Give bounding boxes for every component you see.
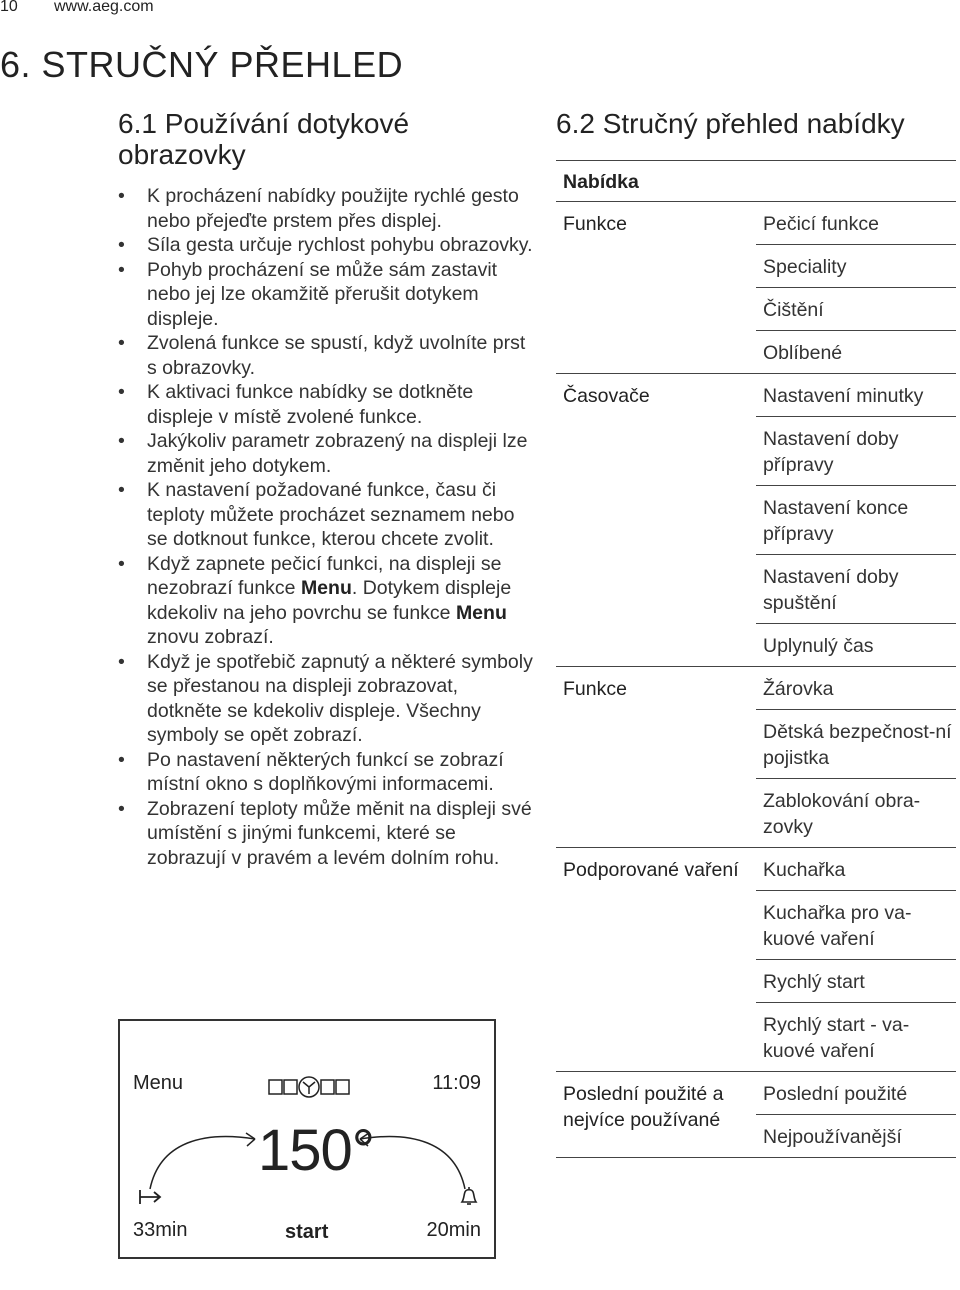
menu-overview-table [556, 160, 956, 1158]
bullet-item: • Síla gesta určuje rychlost pohybu obrazovky. [118, 233, 538, 258]
display-cooking-time[interactable]: 33min [133, 1219, 188, 1241]
section-title-touchscreen: 6.1 Používání dotykové obrazovky [118, 108, 410, 170]
menu-item: Speciality [756, 245, 956, 288]
menu-item: Zablokování obra-zovky [763, 790, 921, 838]
menu-item: Nastavení doby přípravy [756, 417, 956, 486]
bell-icon [458, 1185, 480, 1207]
menu-item: Čištění [756, 288, 956, 331]
menu-item: Rychlý start - va-kuové vaření [763, 1014, 910, 1062]
menu-item: Poslední použité [756, 1072, 956, 1115]
row-label: Funkce [563, 678, 627, 700]
row-items [756, 667, 956, 847]
display-temperature[interactable]: 150° [258, 1118, 374, 1183]
table-row [556, 202, 956, 374]
bullet-text: . Dotykem displeje kdekoliv na jeho povrchu se funkce [147, 577, 512, 624]
function-icons-strip [268, 1076, 350, 1098]
menu-item: Nastavení minutky [756, 374, 956, 417]
bullet-text: Když zapnete pečicí funkci, na displeji se nezobrazí funkce [147, 552, 502, 599]
menu-item: Žárovka [756, 667, 956, 710]
row-items [756, 1072, 956, 1157]
display-time: 11:09 [432, 1072, 481, 1094]
bullet-text: znovu zobrazí. [147, 626, 274, 648]
menu-item: Rychlý start [756, 960, 956, 1003]
bullet-item: • Zobrazení teploty může měnit na displeji své umístění s jinými funkcemi, které se zobrazují v pravém a levém dolním rohu. [118, 797, 538, 871]
table-row [556, 374, 956, 667]
oven-display-illustration [118, 1019, 496, 1259]
row-items [756, 374, 956, 666]
menu-keyword: Menu [455, 601, 507, 624]
menu-item: Nastavení konce přípravy [756, 486, 956, 555]
row-label: Časovače [563, 385, 650, 407]
menu-item: Oblíbené [763, 342, 843, 364]
bullet-item [118, 552, 538, 650]
row-items [756, 202, 956, 373]
menu-item: Nejpoužívanější [763, 1126, 902, 1148]
bullet-item: • K aktivaci funkce nabídky se dotkněte displeje v místě zvolené funkce. [118, 380, 538, 429]
table-row [556, 667, 956, 848]
row-label: Funkce [563, 213, 627, 235]
menu-keyword: Menu [300, 577, 352, 599]
bullet-item: • K procházení nabídky použijte rychlé gesto nebo přejeďte prstem přes displej. [118, 184, 538, 233]
menu-item: Dětská bezpečnost-ní pojistka [756, 710, 956, 779]
bullet-item: • Zvolená funkce se spustí, když uvolníte prst s obrazovky. [118, 331, 538, 380]
display-menu-label[interactable]: Menu [133, 1072, 184, 1094]
bullet-list [118, 184, 538, 870]
table-row [556, 1072, 956, 1158]
table-row [556, 848, 956, 1072]
bullet-item: • Jakýkoliv parametr zobrazený na displeji lze změnit jeho dotykem. [118, 429, 538, 478]
cooking-time-icon [138, 1189, 164, 1205]
bullet-item: • Když je spotřebič zapnutý a některé symboly se přestanou na displeji zobrazovat, dotkněte se kdekoliv displeje. Všechny symboly se opět zobrazí. [118, 650, 538, 748]
website-link[interactable]: www.aeg.com [54, 0, 154, 15]
row-label: Poslední použité a nejvíce používané [563, 1083, 724, 1131]
bullet-item: • Po nastavení některých funkcí se zobrazí místní okno s doplňkovými informacemi. [118, 748, 538, 797]
chapter-title: 6. STRUČNÝ PŘEHLED [0, 44, 404, 85]
bullet-item: • Pohyb procházení se může sám zastavit nebo jej lze okamžitě přerušit dotykem displeje. [118, 258, 538, 332]
page-number: 10 [0, 0, 18, 15]
bullet-item: • K nastavení požadované funkce, času či teploty můžete procházet seznamem nebo se dotknout funkce, kterou chcete zvolit. [118, 478, 538, 552]
table-header: Nabídka [556, 160, 956, 202]
row-items [756, 848, 956, 1071]
section-title-menu-overview: 6.2 Stručný přehled nabídky [556, 108, 905, 139]
menu-item: Kuchařka pro va-kuové vaření [756, 891, 956, 960]
menu-item: Nastavení doby spuštění [756, 555, 956, 624]
menu-item: Uplynulý čas [763, 635, 874, 657]
display-timer[interactable]: 20min [426, 1219, 481, 1241]
menu-item: Kuchařka [756, 848, 956, 891]
row-label: Podporované vaření [563, 859, 739, 881]
display-start-button[interactable]: start [285, 1221, 329, 1243]
menu-item: Pečicí funkce [756, 202, 956, 245]
